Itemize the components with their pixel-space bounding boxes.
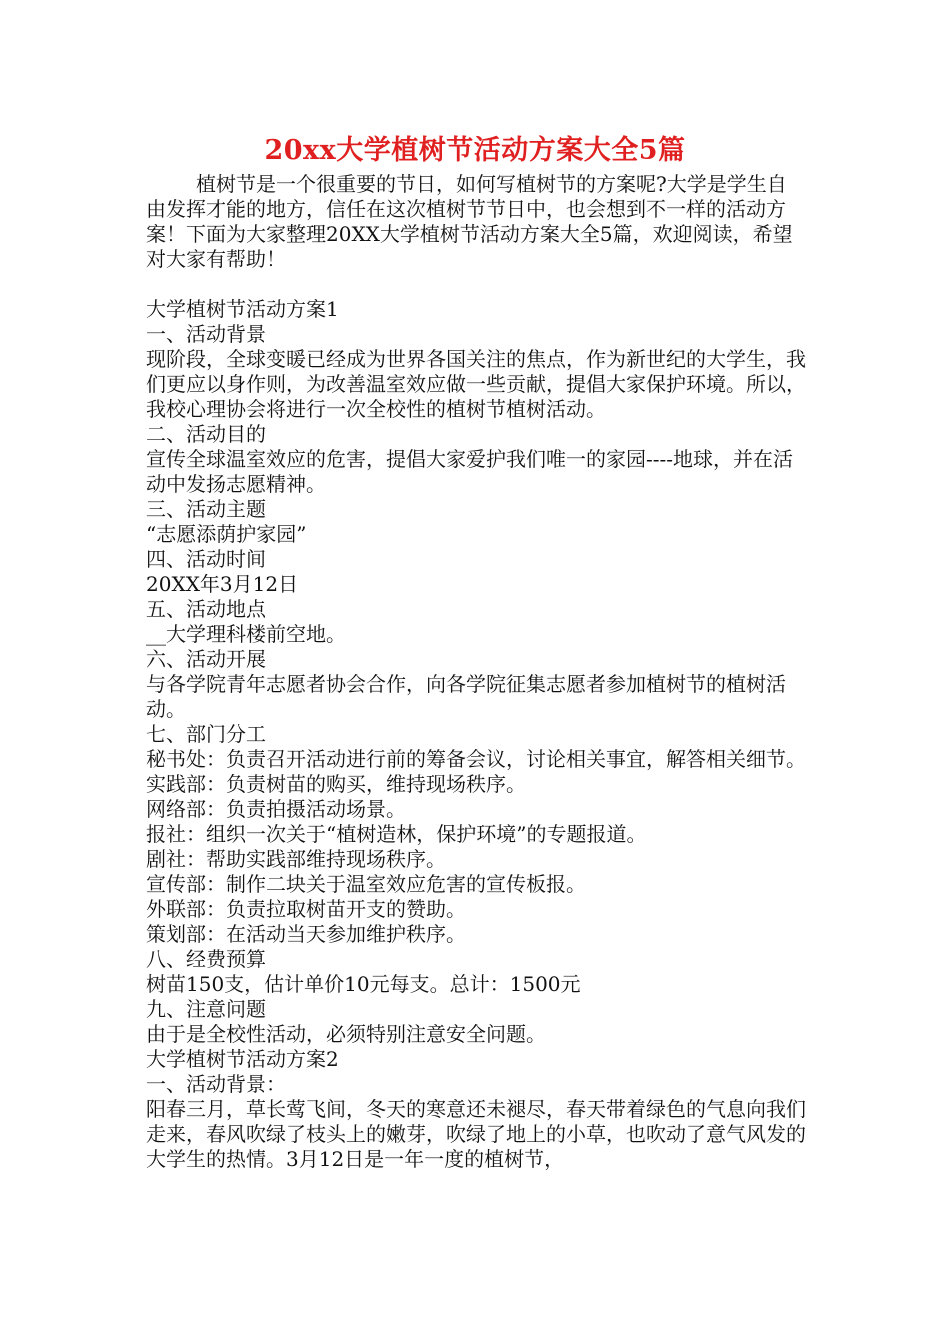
section-heading: 七、部门分工 <box>146 722 266 746</box>
section-heading: 五、活动地点 <box>146 597 266 621</box>
section-heading: 四、活动时间 <box>146 547 266 571</box>
section-heading: 三、活动主题 <box>146 497 266 521</box>
duty-item: 报社：组织一次关于“植树造林，保护环境”的专题报道。 <box>146 822 647 846</box>
section-heading: 九、注意问题 <box>146 997 266 1021</box>
duty-item: 剧社：帮助实践部维持现场秩序。 <box>146 847 446 871</box>
document-body <box>146 172 806 1172</box>
section-paragraph: 现阶段，全球变暖已经成为世界各国关注的焦点，作为新世纪的大学生，我们更应以身作则，为改善温室效应做一些贡献，提倡大家保护环境。所以，我校心理协会将进行一次全校性的植树节植树活动。 <box>146 347 806 421</box>
section-heading: 一、活动背景 <box>146 322 266 346</box>
document-title: 20xx大学植树节活动方案大全5篇 <box>264 135 686 166</box>
section-paragraph: 树苗150支，估计单价10元每支。总计：1500元 <box>146 972 581 996</box>
section-paragraph: __大学理科楼前空地。 <box>146 622 346 646</box>
section-heading: 二、活动目的 <box>146 422 266 446</box>
section-paragraph: 20XX年3月12日 <box>146 572 299 596</box>
section-paragraph: 由于是全校性活动，必须特别注意安全问题。 <box>146 1022 546 1046</box>
duty-item: 网络部：负责拍摄活动场景。 <box>146 797 406 821</box>
section-paragraph: “志愿添荫护家园” <box>146 522 307 546</box>
duty-item: 宣传部：制作二块关于温室效应危害的宣传板报。 <box>146 872 586 896</box>
section-heading: 八、经费预算 <box>146 947 266 971</box>
blank-line <box>146 272 806 297</box>
duty-item: 外联部：负责拉取树苗开支的赞助。 <box>146 897 466 921</box>
section-heading: 一、活动背景： <box>146 1072 286 1096</box>
section-paragraph: 与各学院青年志愿者协会合作，向各学院征集志愿者参加植树节的植树活动。 <box>146 672 786 721</box>
duty-item: 实践部：负责树苗的购买，维持现场秩序。 <box>146 772 526 796</box>
section-heading: 六、活动开展 <box>146 647 266 671</box>
plan2-heading: 大学植树节活动方案2 <box>146 1047 339 1071</box>
duty-item: 秘书处：负责召开活动进行前的筹备会议，讨论相关事宜，解答相关细节。 <box>146 747 806 771</box>
intro-paragraph: 植树节是一个很重要的节日，如何写植树节的方案呢?大学是学生自由发挥才能的地方，信任在这次植树节节日中，也会想到不一样的活动方案！下面为大家整理20XX大学植树节活动方案大全5篇，欢迎阅读，希望对大家有帮助！ <box>146 172 793 271</box>
plan1-heading: 大学植树节活动方案1 <box>146 297 339 321</box>
section-paragraph: 阳春三月，草长莺飞间，冬天的寒意还未褪尽，春天带着绿色的气息向我们走来，春风吹绿了枝头上的嫩芽，吹绿了地上的小草，也吹动了意气风发的大学生的热情。3月12日是一年一度的植树节， <box>146 1097 806 1171</box>
duty-item: 策划部：在活动当天参加维护秩序。 <box>146 922 466 946</box>
section-paragraph: 宣传全球温室效应的危害，提倡大家爱护我们唯一的家园----地球，并在活动中发扬志愿精神。 <box>146 447 794 496</box>
